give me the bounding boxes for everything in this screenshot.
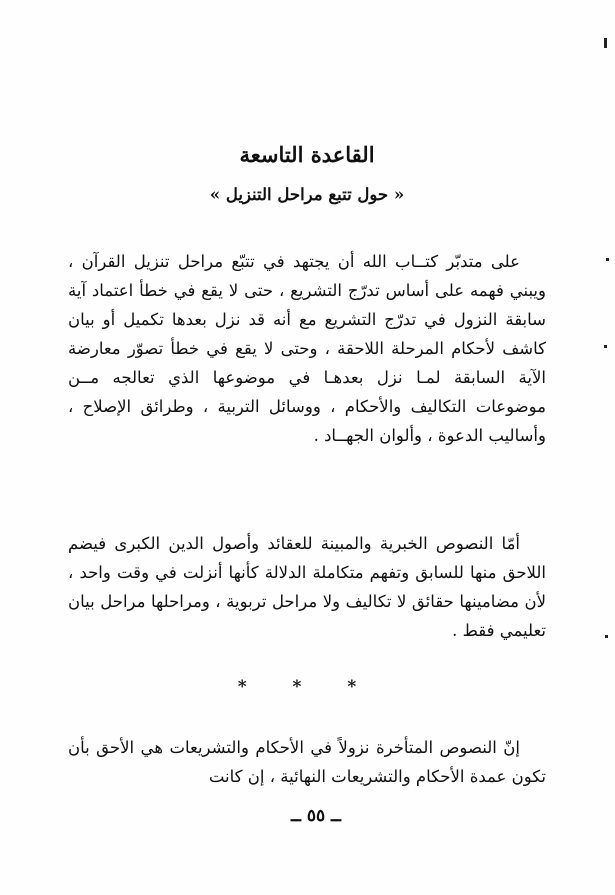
- scan-mark: [606, 258, 609, 261]
- scan-mark: [605, 635, 608, 638]
- scan-mark: [604, 38, 607, 48]
- body-paragraph-1: على متدبّر كتــاب الله أن يجتهد في تتبّع مراحل تنزيل القرآن ، ويبني فهمه على أساس تدرّج التشريع ، حتى لا يقع في خطأ اعتماد آية سابقة النزول في تدرّج التشريع مع أنه قد نزل بعدها تكميل أو بيان كاشف لأحكام المرحلة اللاحقة ، وحتى لا يقع في خطأ تصوّر معارضة الآية السابقة لمـا نزل بعدهـا في موضوعها الذي تعالجه مــن موضوعات التكاليف والأحكام ، ووسائل التربية ، وطرائق الإصلاح ، وأساليب الدعوة ، وألوان الجهــاد .: [68, 252, 546, 445]
- body-paragraph-2: أمّا النصوص الخبرية والمبينة للعقائد وأصول الدين الكبرى فيضم اللاحق منها للسابق وتفهم متكاملة الدلالة كأنها أنزلت في وقت واحد ، لأن مضامينها حقائق لا تكاليف ولا مراحل تربوية ، ومراحلها مراحل بيان تعليمي فقط .: [68, 534, 546, 640]
- body-paragraph-3: إنّ النصوص المتأخرة نزولاً في الأحكام والتشريعات هي الأحق بأن تكون عمدة الأحكام والتشريعات النهائية ، إن كانت: [68, 738, 546, 786]
- chapter-title: القاعدة التاسعة: [239, 142, 375, 167]
- section-separator: * * *: [237, 677, 377, 697]
- page-number: ــ ٥٥ ــ: [290, 806, 342, 826]
- scan-mark: [604, 345, 607, 348]
- chapter-subtitle: « حول تتبع مراحل التنزيل »: [209, 185, 405, 204]
